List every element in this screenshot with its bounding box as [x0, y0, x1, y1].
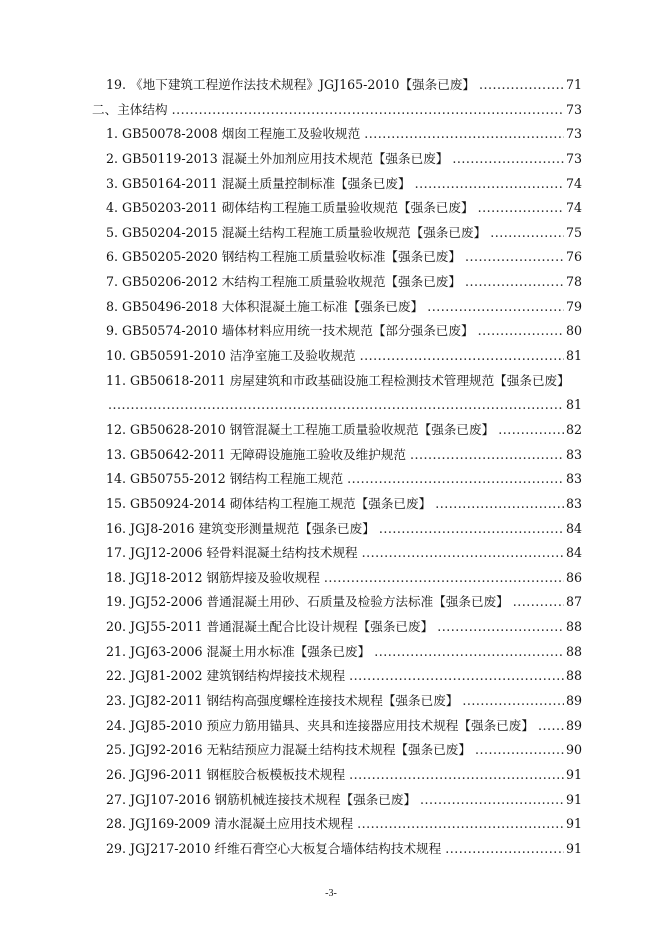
toc-row	[0, 98, 662, 123]
toc-entry-title: 20. JGJ55-2011 普通混凝土配合比设计规程【强条已废】	[106, 619, 434, 635]
toc-entry[interactable]	[106, 73, 582, 98]
toc-leader-dots	[362, 541, 564, 566]
toc-entry-title: 7. GB50206-2012 木结构工程施工质量验收规范【强条已废】	[106, 274, 461, 290]
toc-section-entry[interactable]	[92, 98, 582, 123]
toc-entry[interactable]	[106, 467, 582, 492]
toc-entry-title: 3. GB50164-2011 混凝土质量控制标准【强条已废】	[106, 175, 411, 191]
table-of-contents	[0, 73, 662, 862]
toc-page-number: 83	[565, 471, 582, 487]
toc-page-number: 73	[565, 101, 582, 117]
toc-page-number: 83	[565, 446, 582, 462]
toc-page-number: 81	[565, 348, 582, 364]
toc-row	[0, 393, 662, 418]
toc-leader-dots	[465, 270, 564, 295]
toc-leader-dots	[420, 788, 564, 813]
toc-entry-title: 14. GB50755-2012 钢结构工程施工规范	[106, 471, 344, 487]
toc-leader-dots	[475, 738, 564, 763]
toc-leader-dots	[452, 147, 564, 172]
toc-entry[interactable]	[106, 270, 582, 295]
toc-leader-dots	[360, 344, 564, 369]
toc-leader-dots	[349, 763, 564, 788]
toc-row	[0, 738, 662, 763]
toc-entry[interactable]	[106, 443, 582, 468]
toc-entry-title: 17. JGJ12-2006 轻骨料混凝土结构技术规程	[106, 545, 358, 561]
toc-entry[interactable]	[106, 689, 582, 714]
toc-entry[interactable]	[106, 640, 582, 665]
toc-leader-dots	[478, 196, 564, 221]
toc-row	[0, 812, 662, 837]
toc-entry[interactable]	[106, 788, 582, 813]
toc-page-number: 81	[565, 397, 582, 413]
page-number: -3-	[325, 888, 337, 899]
toc-leader-dots	[108, 393, 564, 418]
toc-entry-title: 4. GB50203-2011 砌体结构工程施工质量验收规范【强条已废】	[106, 200, 474, 216]
toc-entry[interactable]	[106, 172, 582, 197]
toc-row	[0, 418, 662, 443]
toc-row	[0, 492, 662, 517]
toc-entry-title: 15. GB50924-2014 砌体结构工程施工规范【强条已废】	[106, 495, 432, 511]
toc-entry-title: 19. 《地下建筑工程逆作法技术规程》JGJ165-2010【强条已废】	[106, 77, 476, 92]
toc-leader-dots	[410, 443, 564, 468]
toc-entry-title: 24. JGJ85-2010 预应力筋用锚具、夹具和连接器应用技术规程【强条已废】	[106, 717, 534, 733]
toc-page-number: 89	[565, 693, 582, 709]
toc-entry[interactable]	[106, 122, 582, 147]
toc-entry-title: 1. GB50078-2008 烟囱工程施工及验收规范	[106, 126, 361, 142]
toc-row	[0, 517, 662, 542]
toc-page-number: 84	[565, 520, 582, 536]
toc-entry-title: 12. GB50628-2010 钢管混凝土工程施工质量验收规范【强条已废】	[106, 421, 495, 437]
toc-page-number: 83	[565, 495, 582, 511]
toc-entry[interactable]	[106, 344, 582, 369]
toc-page-number: 80	[565, 323, 582, 339]
toc-row	[0, 73, 662, 98]
toc-entry[interactable]	[106, 147, 582, 172]
toc-row	[0, 640, 662, 665]
toc-entry-title: 28. JGJ169-2009 清水混凝土应用技术规程	[106, 816, 354, 832]
toc-page-number: 91	[565, 766, 582, 782]
toc-entry[interactable]	[106, 738, 582, 763]
toc-leader-dots	[479, 73, 564, 98]
toc-entry[interactable]	[106, 418, 582, 443]
toc-entry-title: 25. JGJ92-2016 无粘结预应力混凝土结构技术规程【强条已废】	[106, 742, 471, 758]
toc-row	[0, 664, 662, 689]
toc-entry[interactable]	[106, 517, 582, 542]
toc-page-number: 78	[565, 274, 582, 290]
toc-entry-title: 18. JGJ18-2012 钢筋焊接及验收规程	[106, 569, 320, 585]
toc-row	[0, 245, 662, 270]
toc-page-number: 76	[565, 249, 582, 265]
toc-entry[interactable]	[106, 221, 582, 246]
toc-entry-title: 16. JGJ8-2016 建筑变形测量规范【强条已废】	[106, 520, 375, 536]
toc-page-number: 73	[565, 150, 582, 166]
toc-leader-dots	[465, 245, 564, 270]
toc-row	[0, 689, 662, 714]
toc-entry-title: 22. JGJ81-2002 建筑钢结构焊接技术规程	[106, 668, 346, 684]
toc-row	[0, 369, 662, 394]
toc-row	[0, 541, 662, 566]
toc-leader-dots	[478, 319, 564, 344]
toc-entry-title: 9. GB50574-2010 墙体材料应用统一技术规范【部分强条已废】	[106, 323, 474, 339]
toc-entry-title: 23. JGJ82-2011 钢结构高强度螺栓连接技术规程【强条已废】	[106, 693, 459, 709]
toc-row	[0, 196, 662, 221]
toc-entry[interactable]	[106, 492, 582, 517]
toc-entry-title: 13. GB50642-2011 无障碍设施施工验收及维护规范	[106, 446, 407, 462]
toc-leader-dots	[172, 98, 564, 123]
toc-leader-dots	[357, 812, 564, 837]
toc-entry[interactable]	[106, 812, 582, 837]
toc-entry-title: 29. JGJ217-2010 纤维石膏空心大板复合墙体结构技术规程	[106, 840, 442, 856]
toc-entry[interactable]	[106, 295, 582, 320]
toc-entry[interactable]	[106, 763, 582, 788]
toc-entry-title: 6. GB50205-2020 钢结构工程施工质量验收标准【强条已废】	[106, 249, 461, 265]
toc-entry-title: 10. GB50591-2010 洁净室施工及验收规范	[106, 348, 356, 364]
toc-row	[0, 566, 662, 591]
toc-entry[interactable]	[106, 566, 582, 591]
toc-page-number: 88	[565, 643, 582, 659]
toc-entry[interactable]	[106, 369, 582, 394]
toc-page-number: 91	[565, 791, 582, 807]
toc-page-number: 74	[565, 175, 582, 191]
toc-leader-dots	[349, 664, 564, 689]
toc-row	[0, 467, 662, 492]
toc-leader-dots	[462, 689, 564, 714]
toc-page-number: 91	[565, 816, 582, 832]
toc-leader-dots	[415, 172, 564, 197]
toc-entry[interactable]	[106, 615, 582, 640]
toc-leader-dots	[538, 714, 564, 739]
toc-row	[0, 270, 662, 295]
toc-entry-title: 19. JGJ52-2006 普通混凝土用砂、石质量及检验方法标准【强条已废】	[106, 594, 509, 610]
toc-entry[interactable]	[106, 319, 582, 344]
toc-leader-dots	[498, 418, 564, 443]
toc-page-number: 73	[565, 126, 582, 142]
toc-row	[0, 788, 662, 813]
toc-row	[0, 221, 662, 246]
toc-entry[interactable]	[106, 541, 582, 566]
toc-entry-title: 8. GB50496-2018 大体积混凝土施工标准【强条已废】	[106, 298, 424, 314]
toc-row	[0, 763, 662, 788]
toc-leader-dots	[427, 295, 564, 320]
toc-page-number: 91	[565, 840, 582, 856]
toc-entry[interactable]	[106, 664, 582, 689]
toc-entry[interactable]	[106, 590, 582, 615]
toc-entry-title: 27. JGJ107-2016 钢筋机械连接技术规程【强条已废】	[106, 791, 417, 807]
toc-page-number: 87	[565, 594, 582, 610]
toc-leader-dots	[513, 590, 564, 615]
toc-page-number: 82	[565, 421, 582, 437]
toc-row	[0, 319, 662, 344]
toc-entry-title: 二、主体结构	[92, 101, 168, 117]
toc-page-number: 75	[565, 224, 582, 240]
toc-page-number: 79	[565, 298, 582, 314]
toc-entry-title: 2. GB50119-2013 混凝土外加剂应用技术规范【强条已废】	[106, 150, 449, 166]
toc-leader-dots	[347, 467, 564, 492]
toc-leader-dots	[435, 492, 564, 517]
toc-row	[0, 714, 662, 739]
toc-entry[interactable]	[106, 837, 582, 862]
toc-row	[0, 147, 662, 172]
toc-entry-title: 11. GB50618-2011 房屋建筑和市政基础设施工程检测技术管理规范【强条已废】	[106, 372, 570, 388]
toc-entry-title: 26. JGJ96-2011 钢框胶合板模板技术规程	[106, 766, 346, 782]
toc-entry-title: 21. JGJ63-2006 混凝土用水标准【强条已废】	[106, 643, 371, 659]
toc-page-number: 86	[565, 569, 582, 585]
toc-row	[0, 295, 662, 320]
toc-page-number: 90	[565, 742, 582, 758]
toc-page-number: 71	[565, 77, 582, 92]
toc-leader-dots	[490, 221, 564, 246]
toc-leader-dots	[374, 640, 564, 665]
toc-entry[interactable]	[106, 714, 582, 739]
toc-entry[interactable]	[106, 245, 582, 270]
toc-page-number: 89	[565, 717, 582, 733]
toc-entry[interactable]	[106, 196, 582, 221]
toc-leader-dots	[437, 615, 564, 640]
toc-leader-dots	[445, 837, 564, 862]
toc-page-number: 88	[565, 668, 582, 684]
toc-leader-dots	[324, 566, 564, 591]
toc-page-number: 88	[565, 619, 582, 635]
toc-row	[0, 122, 662, 147]
toc-row	[0, 172, 662, 197]
toc-row	[0, 837, 662, 862]
toc-page-number: 74	[565, 200, 582, 216]
toc-leader-dots	[364, 122, 564, 147]
toc-entry[interactable]	[106, 393, 582, 418]
toc-entry-title: 5. GB50204-2015 混凝土结构工程施工质量验收规范【强条已废】	[106, 224, 487, 240]
toc-leader-dots	[379, 517, 564, 542]
toc-row	[0, 344, 662, 369]
toc-row	[0, 615, 662, 640]
toc-row	[0, 443, 662, 468]
toc-page-number: 84	[565, 545, 582, 561]
toc-row	[0, 590, 662, 615]
